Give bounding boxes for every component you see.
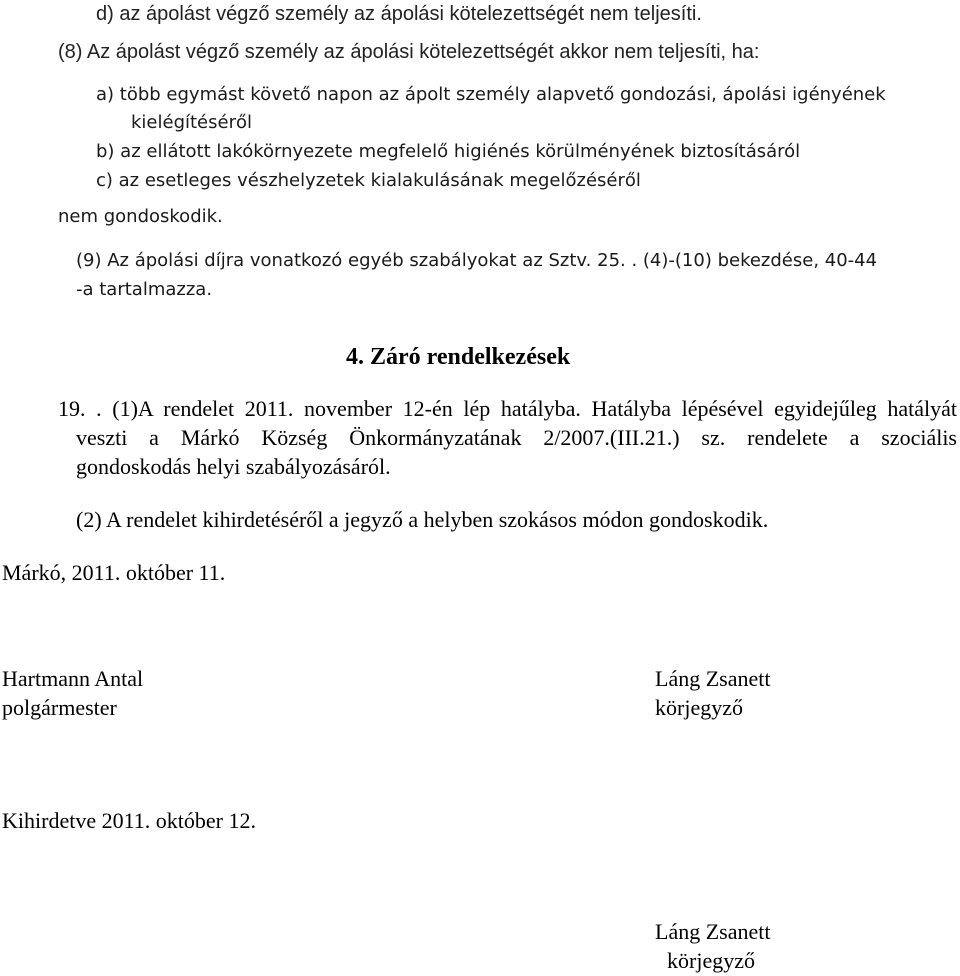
paragraph-8: (8) Az ápolást végző személy az ápolási kötelezettségét akkor nem teljesíti, ha:: [58, 41, 760, 63]
section-19-line2: veszti a Márkó Község Önkormányzatának 2/2007.(III.21.) sz. rendelete a szociális: [76, 425, 957, 450]
signatory-right-name: Láng Zsanett: [655, 666, 771, 691]
signatory-left-name: Hartmann Antal: [2, 666, 144, 691]
section-heading: 4. Záró rendelkezések: [346, 344, 571, 370]
list-item-a-line1: a) több egymást követő napon az ápolt személy alapvető gondozási, ápolási igényének: [96, 84, 886, 105]
paragraph-9-line2: -a tartalmazza.: [76, 279, 213, 300]
signatory-left-title: polgármester: [2, 695, 117, 720]
nem-gondoskodik: nem gondoskodik.: [58, 206, 223, 227]
signatory-bottom-name: Láng Zsanett: [655, 919, 771, 944]
paragraph-2: (2) A rendelet kihirdetéséről a jegyző a helyben szokásos módon gondoskodik.: [76, 507, 769, 532]
section-19-line3: gondoskodás helyi szabályozásáról.: [76, 454, 391, 479]
place-date: Márkó, 2011. október 11.: [2, 560, 226, 585]
signatory-right-title: körjegyző: [655, 695, 743, 720]
paragraph-9-line1: (9) Az ápolási díjra vonatkozó egyéb szabályokat az Sztv. 25. . (4)-(10) bekezdése, 40-44: [76, 250, 878, 271]
signatory-bottom-title: körjegyző: [667, 948, 755, 973]
list-item-d: d) az ápolást végző személy az ápolási kötelezettségét nem teljesíti.: [96, 3, 702, 25]
list-item-b: b) az ellátott lakókörnyezete megfelelő higiénés körülményének biztosításáról: [96, 141, 801, 162]
list-item-a-line2: kielégítéséről: [131, 112, 252, 133]
published-date: Kihirdetve 2011. október 12.: [2, 808, 256, 833]
section-19-line1: 19. . (1)A rendelet 2011. november 12-én lép hatályba. Hatályba lépésével egyidejűleg hatályát: [58, 396, 957, 421]
list-item-c: c) az esetleges vészhelyzetek kialakulásának megelőzéséről: [96, 170, 641, 191]
